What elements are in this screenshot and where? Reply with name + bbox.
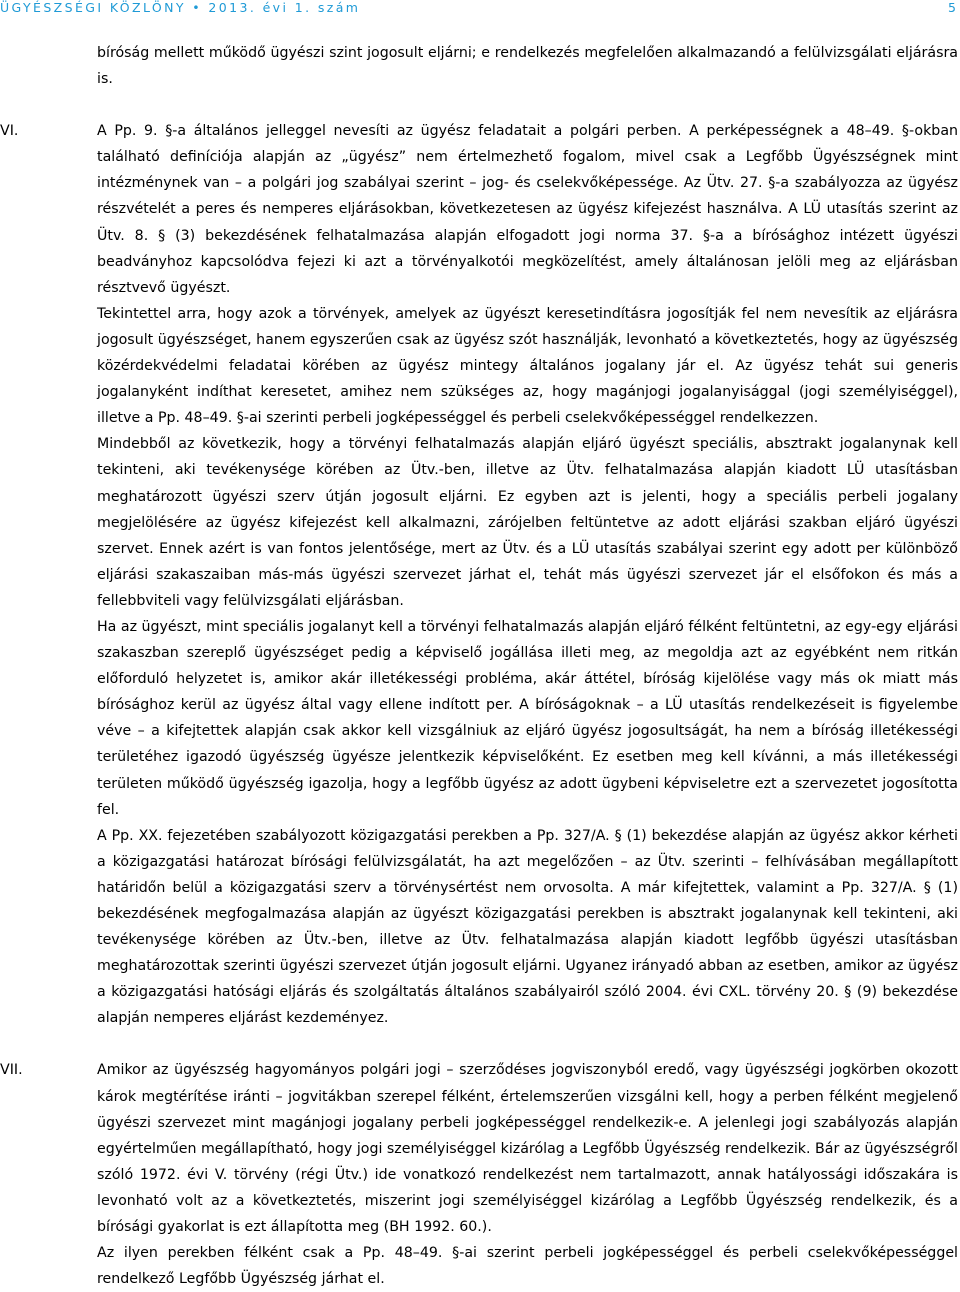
section-vii-paragraph-2: Az ilyen perekben félként csak a Pp. 48–49. §-ai szerint perbeli jogképességgel és perbeli cselekvőképességgel rendelkező Legfőbb Ügyészség járhat el. [97,1245,958,1288]
journal-title: ÜGYÉSZSÉGI KÖZLÖNY [0,0,186,15]
section-vi-paragraph-1: A Pp. 9. §-a általános jelleggel nevesíti az ügyész feladatait a polgári perben. A perképességnek a 48–49. §-okban található definíciója alapján az „ügyész” nem értelmezhető fogalom, mivel csak a Legfőbb Ügyészségnek mint intézménynek van – a polgári jog szabályai szerint – jog- és cselekvőképessége. Az Ütv. 27. §-a szabályozza az ügyész részvételét a peres és nemperes eljárásokban, következetesen az ügyész kifejezést használva. A LÜ utasítás szerint az Ütv. 8. § (3) bekezdésének felhatalmazása alapján elfogadott jogi norma 37. §-a a bírósághoz intézett ügyészi beadványhoz kapcsolódva fejezi ki azt a törvényalkotói megközelítést, amely általánosan jelöli meg az eljárásban résztvevő ügyészt. [97,123,958,296]
intro-block [0,40,960,92]
section-numeral-vi: VI. [0,123,19,140]
bullet-separator: • [192,0,203,15]
intro-paragraph: bíróság mellett működő ügyészi szint jogosult eljárni; e rendelkezés megfelelően alkalmazandó a felülvizsgálati eljárásra is. [97,45,958,88]
section-vi [0,118,960,1031]
section-vi-paragraph-2: Tekintettel arra, hogy azok a törvények, amelyek az ügyészt keresetindításra jogosítják fel nem nevesítik az eljárásra jogosult ügyészséget, hanem egyszerűen csak az ügyész szót használják, levonható a következtetés, hogy az ügyészség közérdekvédelmi feladatai körében az ügyész mintegy általános jogalany jár el. Az ügyész tehát sui generis jogalanyként indíthat keresetet, amihez nem szükséges az, hogy magánjogi jogalanyisággal (jogi személyiséggel), illetve a Pp. 48–49. §-ai szerinti perbeli jogképességgel és perbeli cselekvőképességgel rendelkezzen. [97,305,958,427]
section-vi-paragraph-3: Mindebből az következik, hogy a törvényi felhatalmazás alapján eljáró ügyészt speciális, absztrakt jogalanynak kell tekinteni, aki tevékenysége körében az Ütv.-ben, illetve az Ütv. felhatalmazása alapján kiadott LÜ utasításban meghatározott ügyészi szerv útján jogosult eljárni. Ez egyben azt is jelenti, hogy a speciális perbeli jogalany megjelölésére az ügyész kifejezést kell alkalmazni, zárójelben feltüntetve az adott eljárási szakban eljáró ügyészi szervet. Ennek azért is van fontos jelentősége, mert az Ütv. és a LÜ utasítás szabályai szerint egy adott per különböző eljárási szakaszaiban más-más ügyészi szervezet járhat el, tehát más ügyészi szervezet jár el elsőfokon és más a fellebbviteli vagy felülvizsgálati eljárásban. [97,436,958,609]
document-body [0,40,960,1292]
section-numeral-vii: VII. [0,1062,23,1079]
issue-label: 2013. évi 1. szám [208,0,361,15]
section-vii [0,1057,960,1292]
section-vii-paragraph-1: Amikor az ügyészség hagyományos polgári jogi – szerződéses jogviszonyból eredő, vagy ügyészségi jogkörben okozott károk megtérítése iránti – jogvitákban szerepel félként, értelemszerűen vizsgálni kell, hogy a perben félként megjelenő ügyészi szervezet mint magánjogi jogalany perbeli jogképességgel rendelkezik-e. A jelenlegi jogi szabályozás alapján egyértelműen megállapítható, hogy jogi személyiséggel kizárólag a Legfőbb Ügyészség rendelkezik. Bár az ügyészségről szóló 1972. évi V. törvény (régi Ütv.) ide vonatkozó rendelkezést nem tartalmazott, annak hatályossági időszakára is levonható volt az a következtetés, miszerint jogi személyiséggel kizárólag a Legfőbb Ügyészség rendelkezik, és a bírósági gyakorlat is ezt állapította meg (BH 1992. 60.). [97,1062,958,1236]
journal-header-line [0,0,360,15]
section-vi-paragraph-4: Ha az ügyészt, mint speciális jogalanyt kell a törvényi felhatalmazás alapján eljáró félként feltüntetni, az egy-egy eljárási szakaszban szereplő ügyészséget pedig a képviselő jogállása illeti meg, az megoldja azt az egyébként nem ritkán előforduló helyzetet is, amikor akár illetékességi probléma, akár áttétel, bíróság kijelölése vagy más ok miatt más bírósághoz kerül az ügyész által vagy ellene indított per. A bíróságoknak – a LÜ utasítás rendelkezéseit is figyelembe véve – a kifejtettek alapján csak akkor kell vizsgálniuk az eljáró ügyész jogosultságát, ha nem a bíróság illetékességi területéhez igazodó ügyészség ügyésze jelentkezik képviselőként. Ez esetben meg kell kívánni, a más illetékességi területen működő ügyészség igazolja, hogy a legfőbb ügyész az adott ügybeni képviseletre ezt a szervezetet jogosította fel. [97,618,958,818]
running-header [0,0,960,20]
section-vi-paragraph-5: A Pp. XX. fejezetében szabályozott közigazgatási perekben a Pp. 327/A. § (1) bekezdése alapján az ügyész akkor kérheti a közigazgatási határozat bírósági felülvizsgálatát, ha azt megelőzően – az Ütv. szerinti – felhívásában megállapított határidőn belül a közigazgatási szerv a törvénysértést nem orvosolta. A már kifejtettek, valamint a Pp. 327/A. § (1) bekezdésének megfogalmazása alapján az ügyészt közigazgatási perekben is absztrakt jogalanynak kell tekinteni, aki tevékenysége körében az Ütv.-ben, illetve az Ütv. felhatalmazása alapján kiadott legfőbb ügyészi utasításban meghatározottak szerinti ügyészi szervezet útján jogosult eljárni. Ugyanez irányadó abban az esetben, amikor az ügyész a közigazgatási hatósági eljárás és szolgáltatás általános szabályairól szóló 2004. évi CXL. törvény 20. § (9) bekezdése alapján nemperes eljárást kezdeményez. [97,827,958,1027]
page-number: 5 [948,0,956,15]
